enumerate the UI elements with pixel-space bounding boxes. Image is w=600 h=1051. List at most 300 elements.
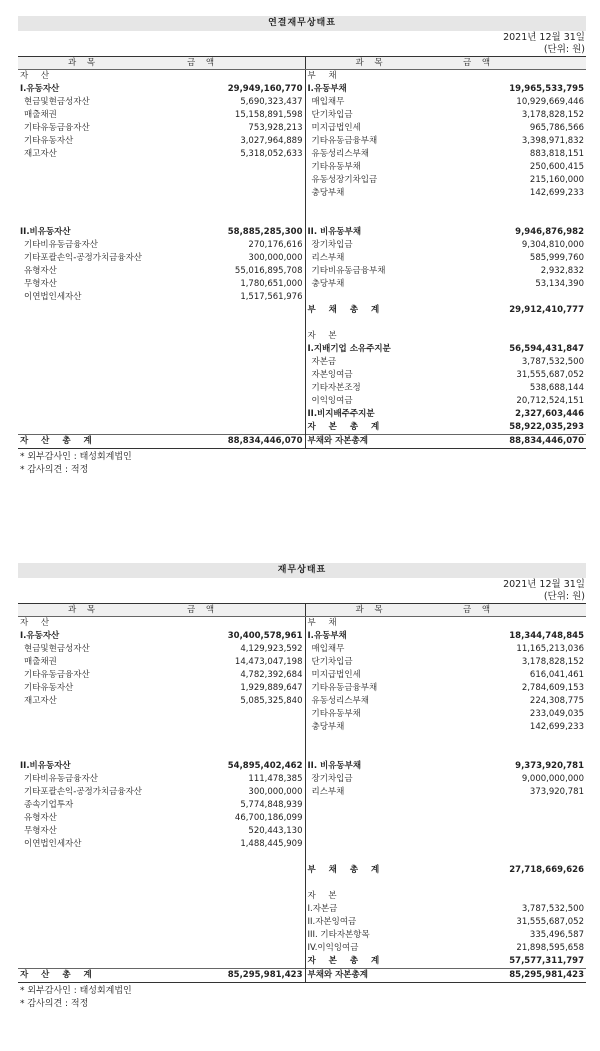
account-amount — [167, 369, 305, 382]
account-amount: 5,085,325,840 — [167, 695, 305, 708]
account-name: 기타유동자산 — [24, 136, 74, 146]
account-name: 매출채권 — [24, 657, 57, 667]
account-amount — [167, 916, 305, 929]
account-name: 무형자산 — [24, 826, 57, 836]
account-amount — [443, 890, 586, 903]
account-amount: 142,699,233 — [529, 722, 584, 732]
account-amount: 55,016,895,708 — [167, 265, 305, 278]
account-amount: 3,178,828,152 — [521, 657, 584, 667]
account-amount: 21,898,595,658 — [516, 943, 584, 953]
table-row — [18, 838, 586, 851]
table-row — [18, 721, 586, 734]
account-amount: 27,718,669,626 — [509, 865, 584, 875]
table-row — [18, 734, 586, 747]
account-name — [305, 747, 443, 760]
account-name: 자 본 — [307, 891, 342, 901]
account-amount — [167, 734, 305, 747]
header-left-amount: 금 액 — [167, 604, 305, 617]
table-row — [18, 356, 586, 369]
table-row — [18, 617, 586, 631]
account-name: 기타비유동금융부채 — [311, 266, 386, 276]
account-amount: 616,041,461 — [529, 670, 584, 680]
account-name — [18, 369, 167, 382]
account-amount — [443, 213, 586, 226]
account-name: 부 채 — [307, 71, 342, 81]
account-amount: 3,787,532,500 — [521, 904, 584, 914]
account-name: 현금및현금성자산 — [24, 97, 90, 107]
account-name — [18, 747, 167, 760]
table-row — [18, 213, 586, 226]
account-name — [18, 942, 167, 955]
account-name — [18, 213, 167, 226]
account-amount: 2,784,609,153 — [521, 683, 584, 693]
account-name: 이익잉여금 — [311, 396, 353, 406]
account-name: 자본잉여금 — [311, 370, 353, 380]
account-name: 기타비유동금융자산 — [24, 774, 98, 784]
account-amount: 9,304,810,000 — [521, 240, 584, 250]
account-amount: 56,594,431,847 — [509, 344, 584, 354]
account-amount — [167, 174, 305, 187]
header-right-amount: 금 액 — [443, 604, 586, 617]
table-row — [18, 955, 586, 969]
balance-sheet-table — [18, 56, 586, 449]
table-header — [18, 604, 586, 617]
account-name: I.유동자산 — [20, 84, 60, 94]
account-amount: 250,600,415 — [529, 162, 584, 172]
account-name: 현금및현금성자산 — [24, 644, 90, 654]
table-row — [18, 916, 586, 929]
account-amount — [167, 929, 305, 942]
table-row — [18, 421, 586, 435]
statement-date: 2021년 12월 31일 — [503, 579, 585, 590]
account-amount — [167, 747, 305, 760]
table-row — [18, 760, 586, 773]
account-name: 자 본 총 계 — [307, 956, 385, 966]
account-amount: 20,712,524,151 — [516, 396, 584, 406]
account-amount — [167, 70, 305, 84]
account-amount: 270,176,616 — [167, 239, 305, 252]
account-name — [305, 317, 443, 330]
account-name — [18, 916, 167, 929]
table-row — [18, 851, 586, 864]
account-name: 부 채 총 계 — [307, 305, 385, 315]
total-label: 자 산 총 계 — [18, 969, 167, 983]
account-name: 장기차입금 — [311, 240, 353, 250]
account-amount: 3,398,971,832 — [521, 136, 584, 146]
account-amount: 9,373,920,781 — [515, 761, 584, 771]
table-row — [18, 317, 586, 330]
account-name — [18, 200, 167, 213]
footnotes — [18, 451, 586, 477]
account-name: 기타비유동금융자산 — [24, 240, 98, 250]
account-name — [18, 343, 167, 356]
account-amount: 1,488,445,909 — [167, 838, 305, 851]
account-name — [18, 395, 167, 408]
table-row — [18, 369, 586, 382]
account-amount — [443, 838, 586, 851]
account-name: 장기차입금 — [311, 774, 353, 784]
account-amount: 5,318,052,633 — [167, 148, 305, 161]
separate-balance-sheet — [18, 563, 586, 1011]
table-row — [18, 695, 586, 708]
account-name: 리스부채 — [311, 253, 345, 263]
account-name: 리스부채 — [311, 787, 345, 797]
account-amount — [167, 617, 305, 631]
account-amount: 3,787,532,500 — [521, 357, 584, 367]
table-row — [18, 278, 586, 291]
table-row — [18, 408, 586, 421]
header-left-label: 과 목 — [18, 57, 167, 70]
account-amount: 11,165,213,036 — [516, 644, 584, 654]
account-amount: 46,700,186,099 — [167, 812, 305, 825]
account-name: II.비지배주주지분 — [307, 409, 375, 419]
account-name — [305, 291, 443, 304]
table-row — [18, 304, 586, 317]
account-name: I.자본금 — [307, 904, 338, 914]
header-left-label: 과 목 — [18, 604, 167, 617]
footnote: * 감사의견 : 적정 — [20, 999, 89, 1009]
table-row — [18, 83, 586, 96]
account-name: 기타유동금융자산 — [24, 670, 90, 680]
account-name: 이연법인세자산 — [24, 839, 82, 849]
account-name: 기타포괄손익-공정가치금융자산 — [24, 787, 143, 797]
account-name — [18, 903, 167, 916]
account-amount — [167, 330, 305, 343]
account-amount — [443, 799, 586, 812]
account-name — [18, 174, 167, 187]
account-name: 단기차입금 — [311, 657, 353, 667]
table-row — [18, 682, 586, 695]
account-amount — [443, 877, 586, 890]
account-amount: 54,895,402,462 — [167, 760, 305, 773]
account-amount — [167, 955, 305, 969]
account-amount: 10,929,669,446 — [516, 97, 584, 107]
account-amount — [167, 187, 305, 200]
account-amount: 58,885,285,300 — [167, 226, 305, 239]
table-row — [18, 630, 586, 643]
account-amount: 300,000,000 — [167, 786, 305, 799]
account-amount: 19,965,533,795 — [509, 84, 584, 94]
total-row — [18, 969, 586, 983]
account-name — [305, 825, 443, 838]
table-row — [18, 903, 586, 916]
account-name: 자본금 — [311, 357, 337, 367]
account-amount: 300,000,000 — [167, 252, 305, 265]
account-amount: 5,690,323,437 — [167, 96, 305, 109]
account-name: 매출채권 — [24, 110, 57, 120]
account-name: 기타유동부채 — [311, 709, 361, 719]
account-name: 기타유동금융부채 — [311, 683, 378, 693]
account-name: 이연법인세자산 — [24, 292, 82, 302]
account-name — [305, 877, 443, 890]
account-amount: 224,308,775 — [529, 696, 584, 706]
table-row — [18, 148, 586, 161]
account-name: 자 본 — [307, 331, 342, 341]
account-name: 기타자본조정 — [311, 383, 361, 393]
table-row — [18, 96, 586, 109]
account-amount — [443, 851, 586, 864]
table-row — [18, 252, 586, 265]
account-amount — [167, 408, 305, 421]
account-name: 종속기업투자 — [24, 800, 74, 810]
account-name — [18, 187, 167, 200]
account-amount — [167, 942, 305, 955]
table-row — [18, 291, 586, 304]
account-name — [18, 734, 167, 747]
account-name: I.유동부채 — [307, 84, 347, 94]
account-amount: 538,688,144 — [529, 383, 584, 393]
consolidated-balance-sheet — [18, 16, 586, 477]
table-row — [18, 786, 586, 799]
account-name — [305, 838, 443, 851]
footnote: * 외부감사인 : 태성회계법인 — [20, 986, 132, 996]
account-amount: 883,818,151 — [529, 149, 584, 159]
account-amount: 335,496,587 — [529, 930, 584, 940]
account-name: 미지급법인세 — [311, 123, 361, 133]
table-row — [18, 330, 586, 343]
account-name — [18, 304, 167, 317]
account-amount: 29,949,160,770 — [167, 83, 305, 96]
account-name: 재고자산 — [24, 696, 57, 706]
account-amount: 3,027,964,889 — [167, 135, 305, 148]
statement-title: 재무상태표 — [18, 563, 586, 578]
account-amount: 18,344,748,845 — [509, 631, 584, 641]
account-amount: 753,928,213 — [167, 122, 305, 135]
account-name: 기타유동부채 — [311, 162, 361, 172]
account-amount: 15,158,891,598 — [167, 109, 305, 122]
account-name: 충당부채 — [311, 188, 345, 198]
account-name: 기타포괄손익-공정가치금융자산 — [24, 253, 143, 263]
account-name: 매입채무 — [311, 97, 345, 107]
account-amount: 29,912,410,777 — [509, 305, 584, 315]
account-amount — [443, 734, 586, 747]
account-name — [305, 200, 443, 213]
account-name: 유동성장기차입금 — [311, 175, 378, 185]
table-row — [18, 825, 586, 838]
total-row — [18, 435, 586, 449]
account-amount: 31,555,687,052 — [516, 370, 584, 380]
table-row — [18, 773, 586, 786]
account-name: 유형자산 — [24, 813, 57, 823]
account-name — [18, 955, 167, 969]
total-label: 부채와 자본총계 — [305, 435, 443, 449]
table-row — [18, 395, 586, 408]
account-amount: 965,786,566 — [529, 123, 584, 133]
account-amount: 30,400,578,961 — [167, 630, 305, 643]
table-row — [18, 747, 586, 760]
table-row — [18, 70, 586, 84]
account-amount — [443, 617, 586, 631]
account-amount — [167, 304, 305, 317]
account-name — [18, 929, 167, 942]
unit-label: (단위: 원) — [543, 44, 585, 55]
table-row — [18, 122, 586, 135]
account-name — [18, 877, 167, 890]
total-label: 부채와 자본총계 — [305, 969, 443, 983]
account-name: II. 비유동부채 — [307, 761, 362, 771]
account-name: 기타유동자산 — [24, 683, 74, 693]
table-row — [18, 382, 586, 395]
account-name — [305, 799, 443, 812]
account-amount — [167, 721, 305, 734]
total-amount: 85,295,981,423 — [443, 969, 586, 983]
total-amount: 85,295,981,423 — [167, 969, 305, 983]
account-amount — [167, 877, 305, 890]
account-amount: 14,473,047,198 — [167, 656, 305, 669]
unit-label: (단위: 원) — [543, 591, 585, 602]
account-amount: 1,517,561,976 — [167, 291, 305, 304]
table-row — [18, 799, 586, 812]
account-name: 자 산 — [20, 618, 55, 628]
account-name — [18, 317, 167, 330]
account-name: I.유동부채 — [307, 631, 347, 641]
account-name — [18, 708, 167, 721]
account-name: 매입채무 — [311, 644, 345, 654]
table-row — [18, 161, 586, 174]
account-name — [305, 812, 443, 825]
account-amount — [443, 70, 586, 84]
account-name: 단기차입금 — [311, 110, 353, 120]
table-row — [18, 343, 586, 356]
header-right-label: 과 목 — [305, 604, 443, 617]
account-amount — [167, 890, 305, 903]
table-row — [18, 187, 586, 200]
account-amount — [167, 213, 305, 226]
account-name: 유동성리스부채 — [311, 696, 369, 706]
account-amount: 1,929,889,647 — [167, 682, 305, 695]
account-name — [18, 330, 167, 343]
account-amount: 2,327,603,446 — [515, 409, 584, 419]
account-amount: 31,555,687,052 — [516, 917, 584, 927]
account-name: 미지급법인세 — [311, 670, 361, 680]
account-amount — [443, 825, 586, 838]
account-amount: 111,478,385 — [167, 773, 305, 786]
table-row — [18, 669, 586, 682]
account-amount: 1,780,651,000 — [167, 278, 305, 291]
account-amount: 215,160,000 — [529, 175, 584, 185]
account-name — [18, 356, 167, 369]
account-name: 재고자산 — [24, 149, 57, 159]
account-name — [18, 851, 167, 864]
account-amount: 4,129,923,592 — [167, 643, 305, 656]
account-amount: 373,920,781 — [529, 787, 584, 797]
account-amount — [167, 395, 305, 408]
account-amount — [167, 317, 305, 330]
account-name: 자 산 — [20, 71, 55, 81]
account-amount — [167, 903, 305, 916]
account-name: II.자본잉여금 — [307, 917, 357, 927]
statement-date: 2021년 12월 31일 — [503, 32, 585, 43]
account-name — [18, 864, 167, 877]
account-name: I.지배기업 소유주지분 — [307, 344, 391, 354]
account-amount: 53,134,390 — [535, 279, 584, 289]
account-name — [18, 161, 167, 174]
account-name: 부 채 총 계 — [307, 865, 385, 875]
account-name: I.유동자산 — [20, 631, 60, 641]
account-amount — [167, 382, 305, 395]
table-row — [18, 135, 586, 148]
account-amount: 57,577,311,797 — [509, 956, 584, 966]
footnote: * 외부감사인 : 태성회계법인 — [20, 452, 132, 462]
account-amount — [167, 161, 305, 174]
account-name: 충당부채 — [311, 279, 345, 289]
account-amount: 9,946,876,982 — [515, 227, 584, 237]
account-name: 유동성리스부채 — [311, 149, 369, 159]
account-name: IV.이익잉여금 — [307, 943, 359, 953]
table-row — [18, 864, 586, 877]
account-name: 자 본 총 계 — [307, 422, 385, 432]
table-row — [18, 708, 586, 721]
table-row — [18, 643, 586, 656]
account-amount — [443, 330, 586, 343]
footnotes — [18, 985, 586, 1011]
account-amount: 142,699,233 — [529, 188, 584, 198]
table-row — [18, 265, 586, 278]
account-name: 기타유동금융부채 — [311, 136, 378, 146]
table-row — [18, 877, 586, 890]
account-amount: 9,000,000,000 — [521, 774, 584, 784]
account-amount — [443, 747, 586, 760]
account-name: 유형자산 — [24, 266, 57, 276]
table-row — [18, 929, 586, 942]
table-row — [18, 656, 586, 669]
account-amount: 520,443,130 — [167, 825, 305, 838]
account-amount — [167, 864, 305, 877]
account-amount — [443, 812, 586, 825]
account-name — [305, 851, 443, 864]
table-row — [18, 226, 586, 239]
statement-title: 연결재무상태표 — [18, 16, 586, 31]
account-amount — [167, 343, 305, 356]
table-row — [18, 174, 586, 187]
table-row — [18, 109, 586, 122]
account-amount: 58,922,035,293 — [509, 422, 584, 432]
table-row — [18, 200, 586, 213]
total-label: 자 산 총 계 — [18, 435, 167, 449]
account-name — [18, 408, 167, 421]
total-amount: 88,834,446,070 — [167, 435, 305, 449]
table-row — [18, 239, 586, 252]
balance-sheet-table — [18, 603, 586, 983]
account-name — [305, 213, 443, 226]
table-row — [18, 812, 586, 825]
account-amount: 585,999,760 — [529, 253, 584, 263]
table-header — [18, 57, 586, 70]
account-amount — [167, 708, 305, 721]
account-name: III. 기타자본항목 — [307, 930, 370, 940]
account-amount — [443, 200, 586, 213]
account-name: 무형자산 — [24, 279, 57, 289]
account-name: II. 비유동부채 — [307, 227, 362, 237]
account-amount — [167, 421, 305, 435]
account-name — [18, 421, 167, 435]
table-row — [18, 942, 586, 955]
account-amount: 4,782,392,684 — [167, 669, 305, 682]
account-name: II.비유동자산 — [20, 227, 71, 237]
account-name — [18, 721, 167, 734]
account-name: 부 채 — [307, 618, 342, 628]
footnote: * 감사의견 : 적정 — [20, 465, 89, 475]
account-amount: 5,774,848,939 — [167, 799, 305, 812]
account-name: II.비유동자산 — [20, 761, 71, 771]
header-right-amount: 금 액 — [443, 57, 586, 70]
header-right-label: 과 목 — [305, 57, 443, 70]
table-row — [18, 890, 586, 903]
account-amount — [167, 851, 305, 864]
account-amount: 2,932,832 — [540, 266, 584, 276]
account-name: 기타유동금융자산 — [24, 123, 90, 133]
account-amount — [443, 317, 586, 330]
